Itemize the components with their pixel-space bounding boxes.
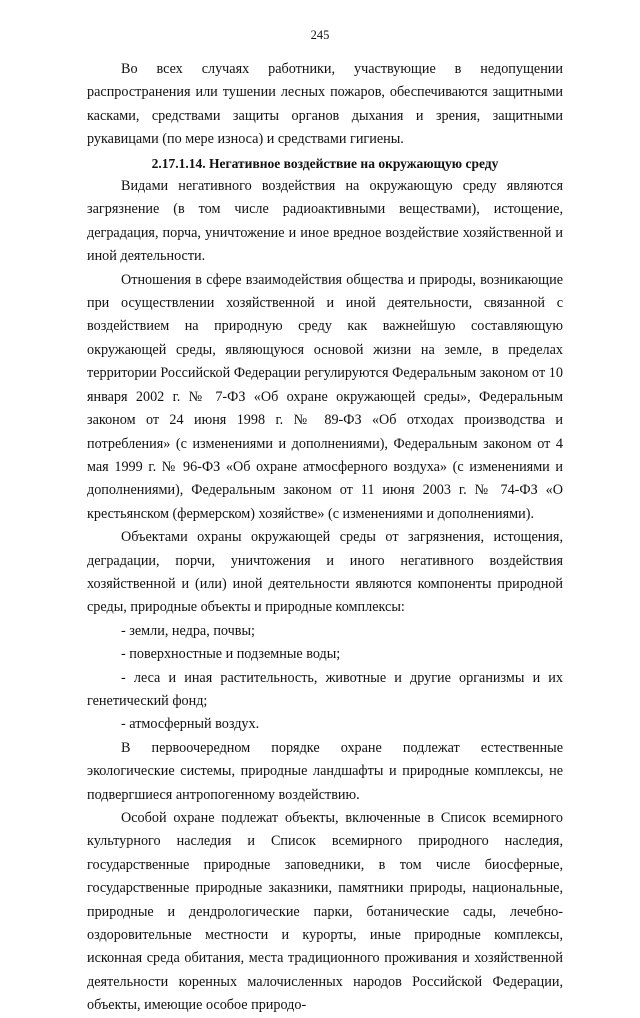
paragraph-special-protection: Особой охране подлежат объекты, включенные в Список всемирного культурного наследия и Список всемирного природного наследия, государственные природные заповедники, в том числе биосферные, государственные природные заказники, памятники природы, национальные, природные и дендрологические парки, ботанические сады, лечебно-оздоровительные местности и курорты, иные природные комплексы, исконная среда обитания, места традиционного проживания и хозяйственной деятельности коренных малочисленных народов Российской Федерации, объекты, имеющие особое природо- xyxy=(87,810,563,1014)
paragraph-priority-protection: В первоочередном порядке охране подлежат естественные экологические системы, природные ландшафты и природные комплексы, не подвергшиеся антропогенному воздействию. xyxy=(87,739,563,803)
list-item: - атмосферный воздух. xyxy=(121,716,260,733)
list-item: - поверхностные и подземные воды; xyxy=(121,646,341,663)
intro-paragraph: Во всех случаях работники, участвующие в недопущении распространения или тушении лесных пожаров, обеспечиваются защитными касками, средствами защиты органов дыхания и зрения, защитными рукавицами (по мере износа) и средствами гигиены. xyxy=(87,61,563,148)
list-item: - леса и иная растительность, животные и другие организмы и их генетический фонд; xyxy=(87,669,563,709)
paragraph-protected-objects: Объектами охраны окружающей среды от загрязнения, истощения, деградации, порчи, уничтожения и иного негативного воздействия хозяйственной и (или) иной деятельности являются компоненты природной среды, природные объекты и природные комплексы: xyxy=(87,529,563,616)
paragraph-legislation: Отношения в сфере взаимодействия общества и природы, возникающие при осуществлении хозяйственной и иной деятельности, связанной с воздействием на природную среду как важнейшую составляющую окружающей среды, являющуюся основой жизни на земле, в пределах территории Российской Федерации регулируются Федеральным законом от 10 января 2002 г. № 7-ФЗ «Об охране окружающей среды», Федеральным законом от 24 июня 1998 г. № 89-ФЗ «Об отходах производства и потребления» (с изменениями и дополнениями), Федеральным законом от 4 мая 1999 г. № 96-ФЗ «Об охране атмосферного воздуха» (с изменениями и дополнениями), Федеральным законом от 11 июня 2003 г. № 74-ФЗ «О крестьянском (фермерском) хозяйстве» (с изменениями и дополнениями). xyxy=(87,271,563,522)
page-body xyxy=(87,58,563,1018)
list-item: - земли, недра, почвы; xyxy=(121,622,255,639)
section-heading: 2.17.1.14. Негативное воздействие на окружающую среду xyxy=(151,155,499,171)
page-number: 245 xyxy=(310,28,330,42)
paragraph-impact-types: Видами негативного воздействия на окружающую среду являются загрязнение (в том числе радиоактивными веществами), истощение, деградация, порча, уничтожение и иное вредное воздействие хозяйственной и иной деятельности. xyxy=(87,178,563,265)
